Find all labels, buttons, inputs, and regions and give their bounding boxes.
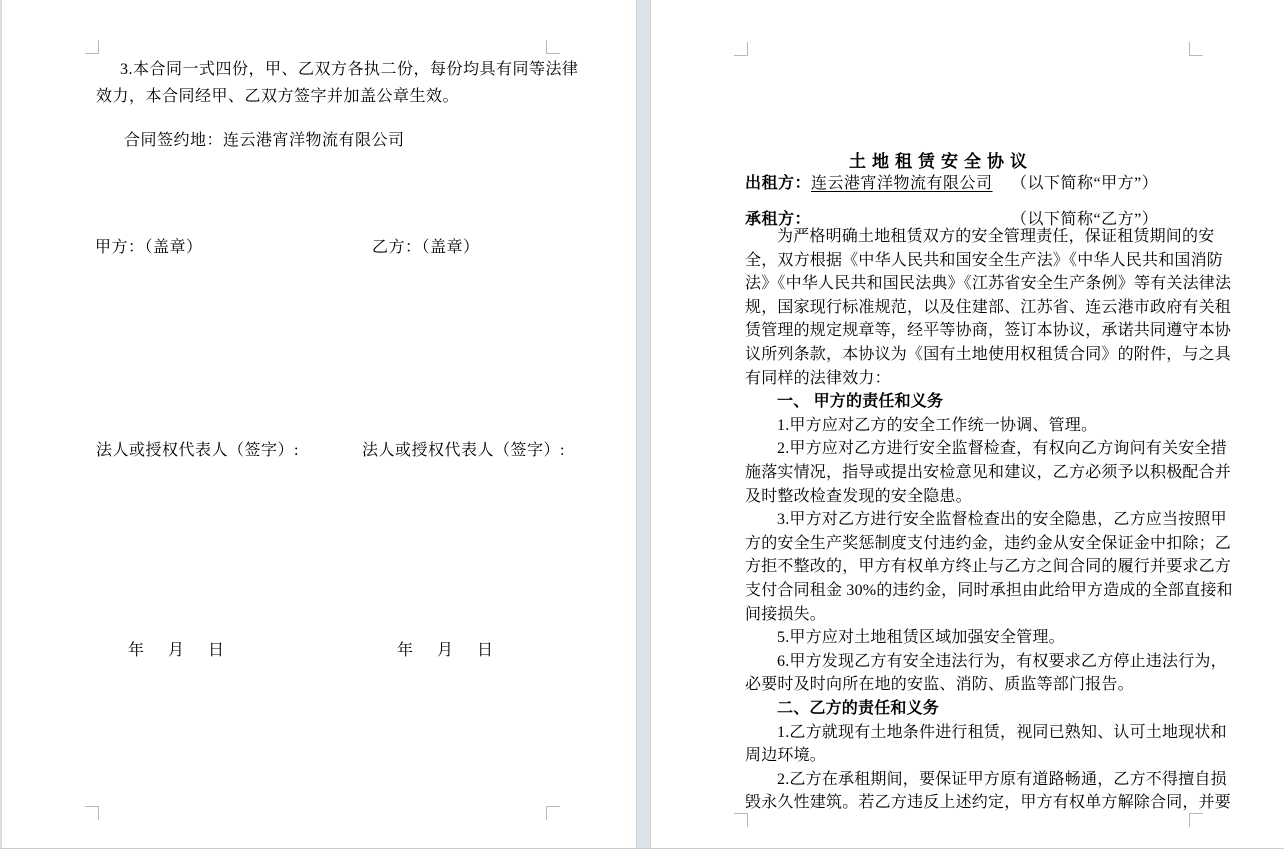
date-char[interactable]: 月 [437,642,454,659]
body-line[interactable]: 2.甲方应对乙方进行安全监督检查，有权向乙方询问有关安全措 [777,440,1227,458]
body-line[interactable]: 议所列条款，本协议为《国有土地使用权租赁合同》的附件，与之具 [745,346,1232,363]
party-b-seal-label[interactable]: 乙方：（盖章） [372,239,480,256]
body-line[interactable]: 间接损失。 [745,605,827,623]
margin-corner-mark-top-right [546,40,560,54]
body-line[interactable]: 有同样的法律效力： [745,369,891,387]
body-line[interactable]: 全，双方根据《中华人民共和国安全生产法》《中华人民共和国消防 [745,251,1224,269]
date-char[interactable]: 年 [128,642,145,659]
body-line[interactable]: 赁管理的规定规章等，经平等协商，签订本协议，承诺共同遵守本协 [745,322,1232,340]
date-char[interactable]: 日 [208,642,225,659]
date-char[interactable]: 月 [168,642,185,659]
margin-corner-mark-top-left [734,42,748,56]
margin-corner-mark-bottom-right [546,806,560,820]
margin-corner-mark-bottom-right [1189,813,1203,827]
margin-corner-mark-top-right [1189,42,1203,56]
body-line[interactable]: 5.甲方应对土地租赁区域加强安全管理。 [777,629,1065,647]
date-char[interactable]: 日 [477,642,494,659]
agreement-title[interactable]: 土地租赁安全协议 [849,152,1033,171]
date-line-right[interactable] [397,641,493,661]
clause3-line2[interactable]: 效力，本合同经甲、乙双方签字并加盖公章生效。 [96,88,460,105]
representative-signature-label-right[interactable]: 法人或授权代表人（签字）: [362,442,565,459]
party-a-seal-label[interactable]: 甲方：（盖章） [95,239,203,256]
body-line[interactable]: 必要时及时向所在地的安监、消防、质监等部门报告。 [745,676,1134,694]
body-line[interactable]: 1.乙方就现有土地条件进行租赁，视同已熟知、认可土地现状和 [777,723,1227,741]
margin-corner-mark-bottom-left [85,806,99,820]
body-line[interactable]: 1.甲方应对乙方的安全工作统一协调、管理。 [777,416,1098,434]
lessee-label[interactable]: 承租方： [745,211,812,228]
body-line[interactable]: 施落实情况，指导或提出安检意见和建议，乙方必须予以积极配合并 [745,464,1232,481]
body-line[interactable]: 及时整改检查发现的安全隐患。 [745,487,972,505]
representative-signature-label-left[interactable]: 法人或授权代表人（签字）: [96,442,299,459]
body-line[interactable]: 方拒不整改的，甲方有权单方终止与乙方之间合同的履行并要求乙方 [745,558,1232,576]
lessor-alias-note[interactable]: （以下简称“甲方”） [1011,175,1159,192]
signing-place-line[interactable]: 合同签约地：连云港宵洋物流有限公司 [124,132,405,149]
lessor-label[interactable]: 出租方： [745,175,812,192]
clause3-line1[interactable]: 3.本合同一式四份，甲、乙双方各执二份，每份均具有同等法律 [120,61,579,78]
body-line[interactable]: 二、乙方的责任和义务 [777,700,940,717]
body-line[interactable]: 一、 甲方的责任和义务 [777,393,944,411]
body-line[interactable]: 法》《中华人民共和国民法典》《江苏省安全生产条例》等有关法律法 [745,275,1232,293]
body-line[interactable]: 6.甲方发现乙方有安全违法行为，有权要求乙方停止违法行为， [777,652,1227,670]
document-page-1[interactable] [1,0,637,848]
body-line[interactable]: 2.乙方在承租期间，要保证甲方原有道路畅通，乙方不得擅自损 [777,770,1227,788]
date-char[interactable]: 年 [397,642,414,659]
margin-corner-mark-bottom-left [734,813,748,827]
body-line[interactable]: 支付合同租金 30%的违约金，同时承担由此给甲方造成的全部直接和 [745,582,1233,599]
lessor-name[interactable]: 连云港宵洋物流有限公司 [811,175,993,192]
body-line[interactable]: 毁永久性建筑。若乙方违反上述约定，甲方有权单方解除合同，并要 [745,794,1232,812]
body-line[interactable]: 3.甲方对乙方进行安全监督检查出的安全隐患，乙方应当按照甲 [777,511,1227,529]
body-line[interactable]: 为严格明确土地租赁双方的安全管理责任，保证租赁期间的安 [777,228,1215,245]
document-page-2[interactable] [650,0,1284,848]
lessee-alias-note[interactable]: （以下简称“乙方”） [1011,211,1159,228]
body-line[interactable]: 周边环境。 [745,747,827,765]
lessor-line[interactable] [745,174,993,194]
date-line-left[interactable] [128,641,224,661]
body-line[interactable]: 方的安全生产奖惩制度支付违约金，违约金从安全保证金中扣除；乙 [745,534,1232,552]
margin-corner-mark-top-left [85,40,99,54]
body-line[interactable]: 规，国家现行标准规范，以及住建部、江苏省、连云港市政府有关租 [745,298,1232,316]
